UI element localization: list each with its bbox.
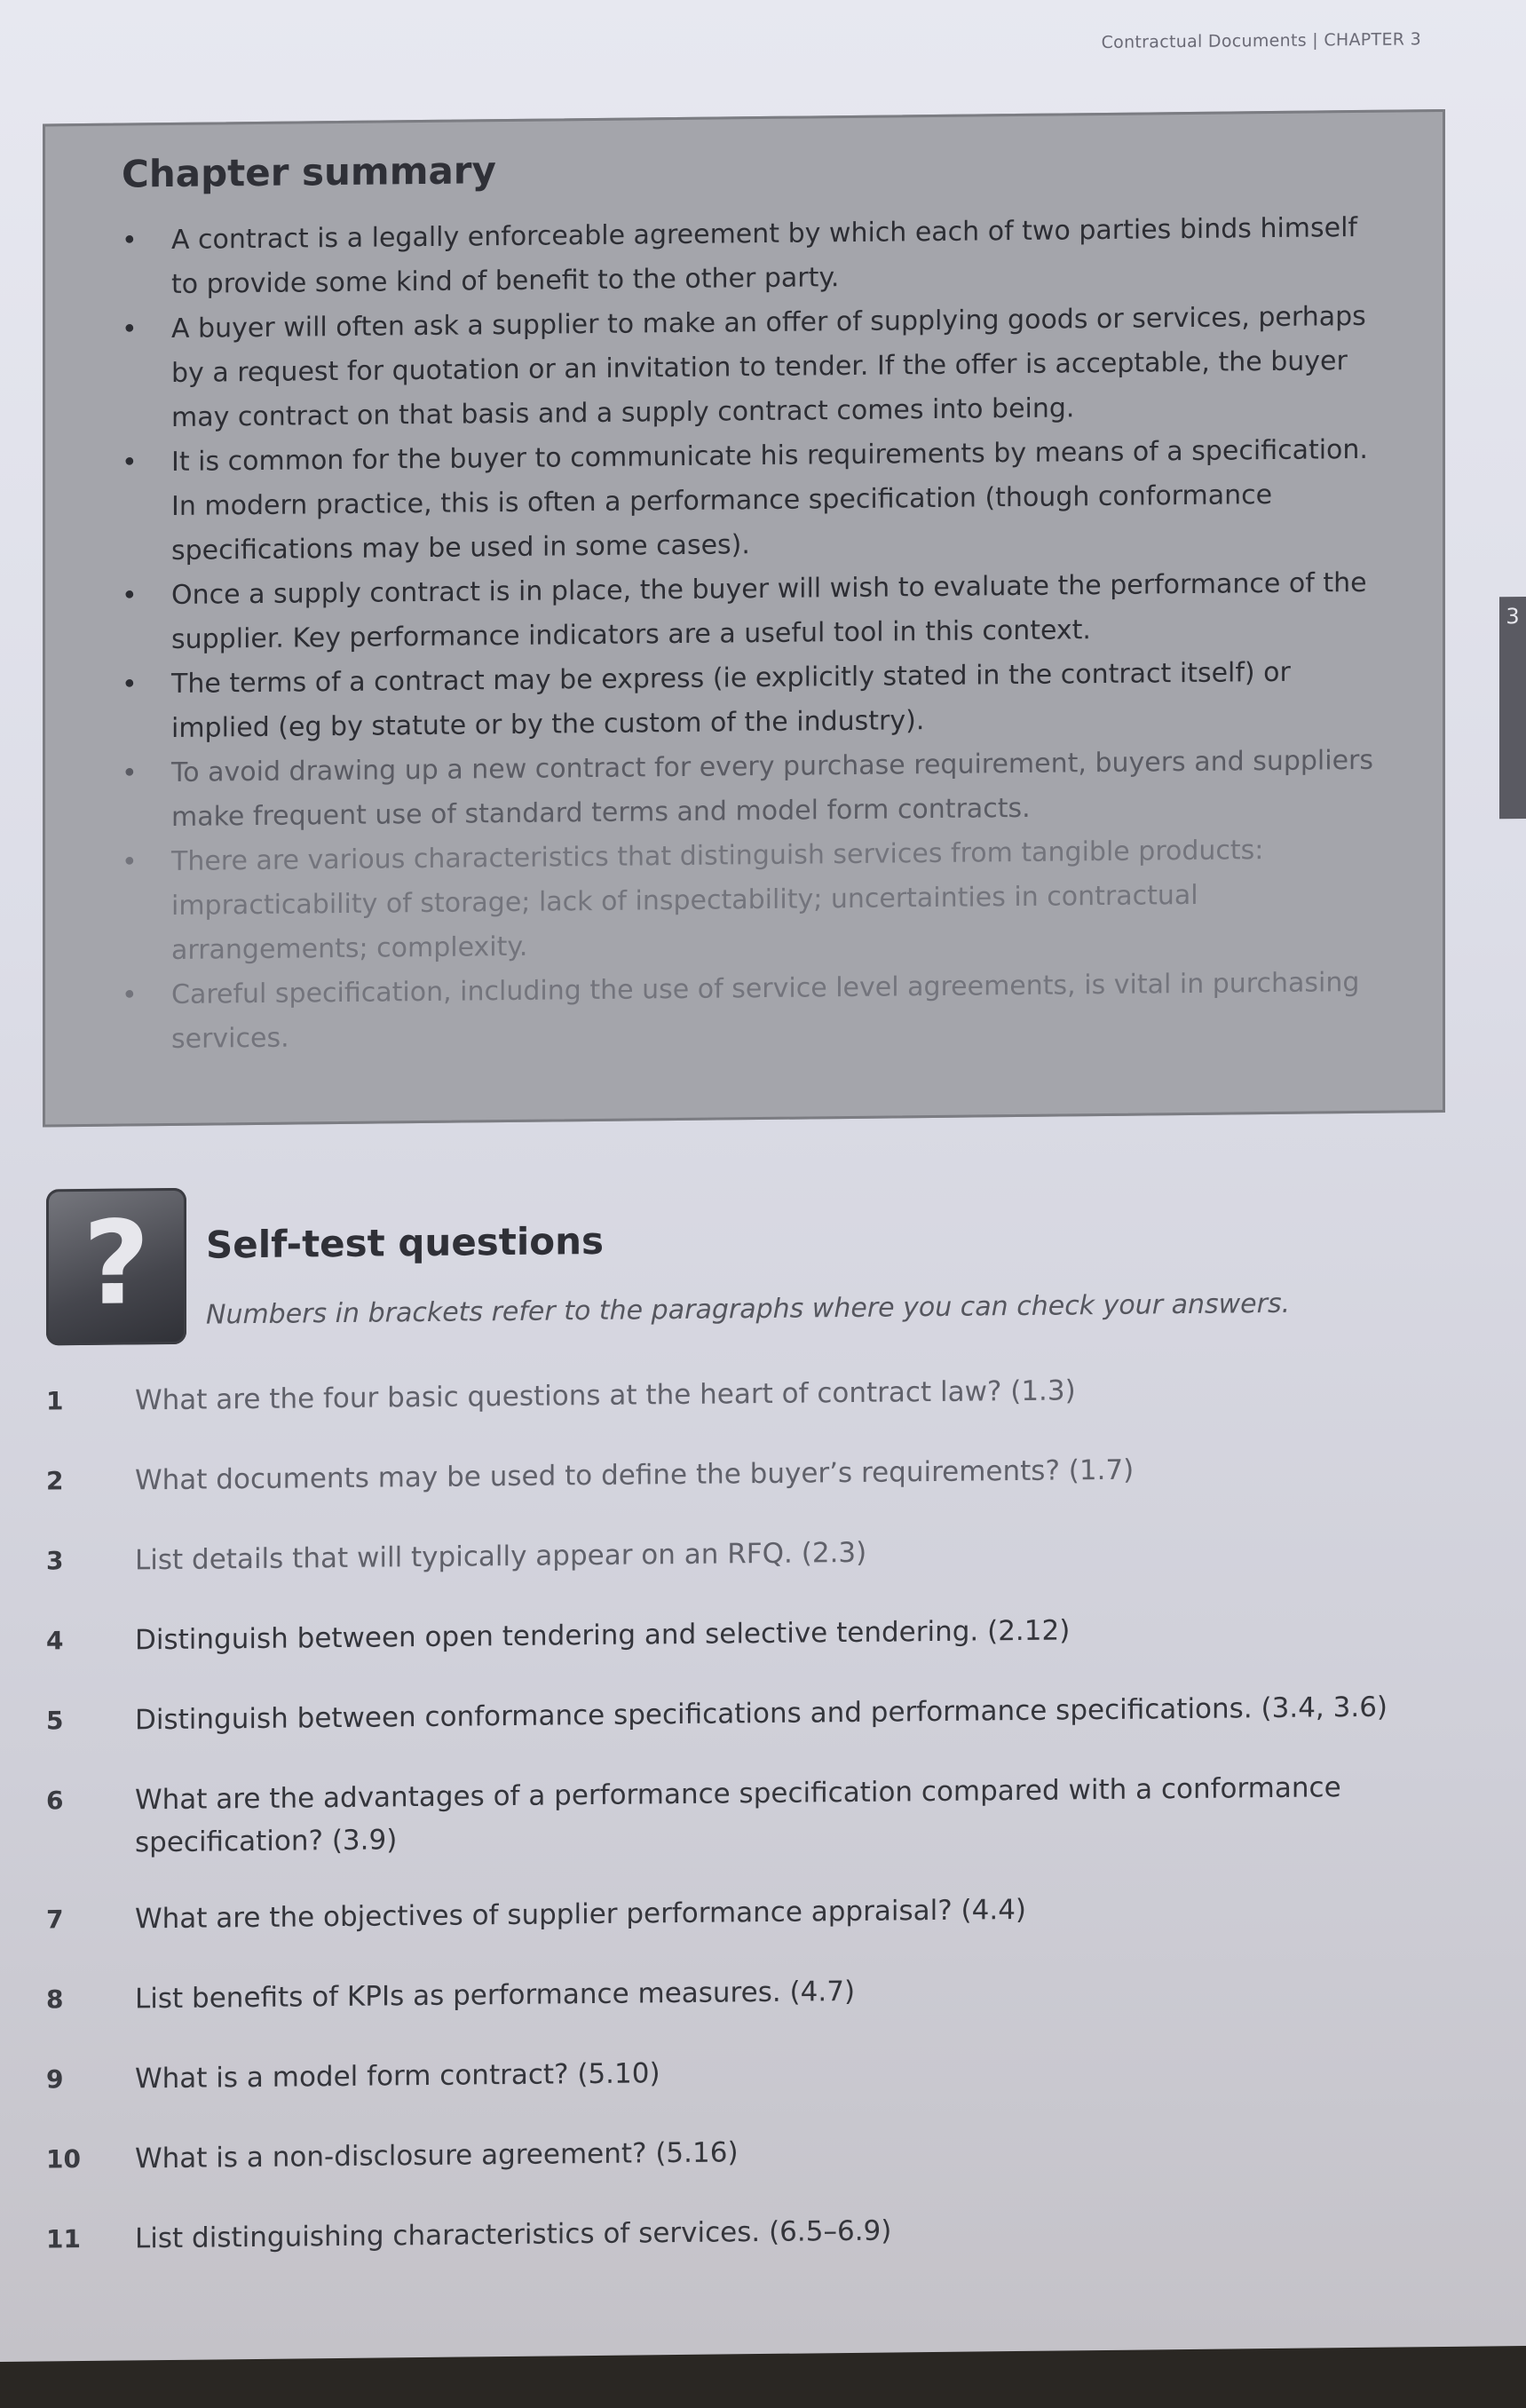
bullet-icon: • [122, 757, 138, 789]
question-item [46, 1525, 1431, 1582]
question-item [46, 1685, 1431, 1742]
question-item [46, 1605, 1431, 1662]
question-item [46, 1366, 1431, 1422]
question-text: What documents may be used to define the buyer’s requirements? (1.7) [135, 1454, 1135, 1497]
summary-bullet [122, 206, 1389, 308]
chapter-tab [1499, 597, 1526, 819]
summary-bullet [122, 561, 1389, 663]
summary-bullet-text: A contract is a legally enforceable agreement by which each of two parties binds himself to provide some kind of benefit to the other party. [171, 211, 1357, 300]
question-text: List benefits of KPIs as performance measures. (4.7) [135, 1975, 856, 2016]
summary-bullet-text: To avoid drawing up a new contract for every purchase requirement, buyers and suppliers make frequent use of standard terms and model form contracts. [171, 744, 1374, 833]
question-mark-glyph: ? [83, 1195, 150, 1332]
question-text: What is a non-disclosure agreement? (5.16) [135, 2136, 739, 2175]
summary-bullet-text: There are various characteristics that distinguish services from tangible products: impracticability of storage; lack of inspectability; uncertainties in contractual arrangements; complexity. [171, 835, 1264, 966]
question-number: 3 [46, 1546, 64, 1576]
summary-bullet-text: It is common for the buyer to communicate his requirements by means of a specification. In modern practice, this is often a performance specification (though conformance specifications may be used in some cases). [171, 433, 1368, 566]
summary-bullet-text: A buyer will often ask a supplier to make an offer of supplying goods or services, perhaps by a request for quotation or an invitation to tender. If the offer is acceptable, the buyer may contract on that basis and a supply contract comes into being. [171, 300, 1366, 433]
summary-bullet-text: Once a supply contract is in place, the buyer will wish to evaluate the performance of the supplier. Key performance indicators are a useful tool in this context. [171, 566, 1367, 655]
bullet-icon: • [122, 313, 138, 345]
question-item [46, 2124, 1431, 2181]
running-header: Contractual Documents | CHAPTER 3 [1101, 29, 1421, 53]
summary-bullet-text: Careful specification, including the use of service level agreements, is vital in purchasing services. [171, 966, 1360, 1055]
self-test-question-list [46, 1366, 1431, 2298]
question-item [46, 2204, 1431, 2261]
question-text: What is a model form contract? (5.10) [135, 2057, 660, 2095]
bullet-icon: • [122, 447, 138, 479]
question-item [46, 1765, 1431, 1865]
chapter-summary-box [43, 109, 1445, 1128]
summary-bullet [122, 295, 1389, 441]
self-test-title: Self-test questions [206, 1218, 605, 1267]
bullet-icon: • [122, 225, 138, 257]
bullet-icon: • [122, 979, 138, 1011]
question-number: 2 [46, 1466, 64, 1496]
bullet-icon: • [122, 846, 138, 878]
summary-bullet [122, 739, 1389, 841]
question-text: List details that will typically appear on an RFQ. (2.3) [135, 1536, 867, 1577]
question-number: 4 [46, 1626, 64, 1656]
question-number: 10 [46, 2144, 81, 2174]
self-test-subtitle: Numbers in brackets refer to the paragraphs where you can check your answers. [206, 1287, 1291, 1331]
question-item [46, 2044, 1431, 2101]
summary-bullet [122, 650, 1389, 752]
question-number: 6 [46, 1786, 64, 1816]
summary-bullet [122, 961, 1389, 1063]
question-text: What are the advantages of a performance specification compared with a conformance specification? (3.9) [135, 1771, 1341, 1859]
question-mark-icon [46, 1188, 186, 1346]
question-item [46, 1964, 1431, 2021]
summary-bullet [122, 828, 1389, 974]
question-text: What are the four basic questions at the heart of contract law? (1.3) [135, 1374, 1076, 1417]
bullet-icon: • [122, 580, 138, 612]
summary-bullet-text: The terms of a contract may be express (ie explicitly stated in the contract itself) or implied (eg by statute or by the custom of the industry). [171, 656, 1291, 744]
self-test-header [46, 1175, 1449, 1358]
question-text: List distinguishing characteristics of services. (6.5–6.9) [135, 2214, 892, 2255]
chapter-summary-list [122, 206, 1389, 1063]
question-number: 7 [46, 1905, 64, 1935]
question-number: 8 [46, 1984, 64, 2015]
bullet-icon: • [122, 669, 138, 701]
question-number: 5 [46, 1706, 64, 1736]
question-text: Distinguish between conformance specifications and performance specifications. (3.4, 3.6) [135, 1691, 1388, 1737]
chapter-tab-number: 3 [1506, 604, 1520, 630]
chapter-summary-title: Chapter summary [122, 148, 496, 196]
question-text: Distinguish between open tendering and selective tendering. (2.12) [135, 1614, 1071, 1657]
question-number: 9 [46, 2064, 64, 2095]
summary-bullet [122, 428, 1389, 574]
question-item [46, 1884, 1431, 1941]
question-number: 11 [46, 2224, 81, 2254]
question-text: What are the objectives of supplier performance appraisal? (4.4) [135, 1893, 1027, 1936]
question-number: 1 [46, 1386, 64, 1416]
question-item [46, 1446, 1431, 1502]
